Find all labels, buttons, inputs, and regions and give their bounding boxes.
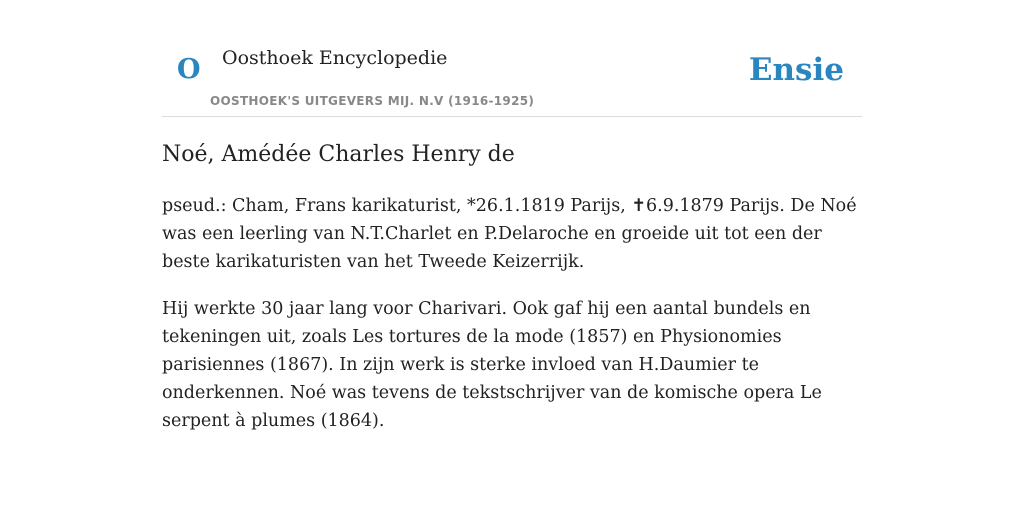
site-title-link[interactable]: Oosthoek Encyclopedie [222, 47, 448, 69]
entry-paragraph: pseud.: Cham, Frans karikaturist, *26.1.1819 Parijs, ✝6.9.1879 Parijs. De Noé was een leerling van N.T.Charlet en P.Delaroche en groeide uit tot een der beste karikaturisten van het Tweede Keizerrijk. [162, 196, 857, 272]
logo-icon[interactable]: O [177, 54, 201, 85]
site-header [162, 0, 862, 117]
entry-title: Noé, Amédée Charles Henry de [162, 142, 515, 167]
publisher-label: OOSTHOEK'S UITGEVERS MIJ. N.V (1916-1925) [210, 94, 535, 108]
brand-logo-link[interactable]: Ensie [748, 52, 844, 88]
page-container [162, 0, 862, 431]
entry-paragraph: Hij werkte 30 jaar lang voor Charivari. Ook gaf hij een aantal bundels en tekeningen uit, zoals Les tortures de la mode (1857) en Physionomies parisiennes (1867). In zijn werk is sterke invloed van H.Daumier te onderkennen. Noé was tevens de tekstschrijver van de komische opera Le serpent à plumes (1864). [162, 299, 822, 431]
entry-body [162, 192, 862, 454]
